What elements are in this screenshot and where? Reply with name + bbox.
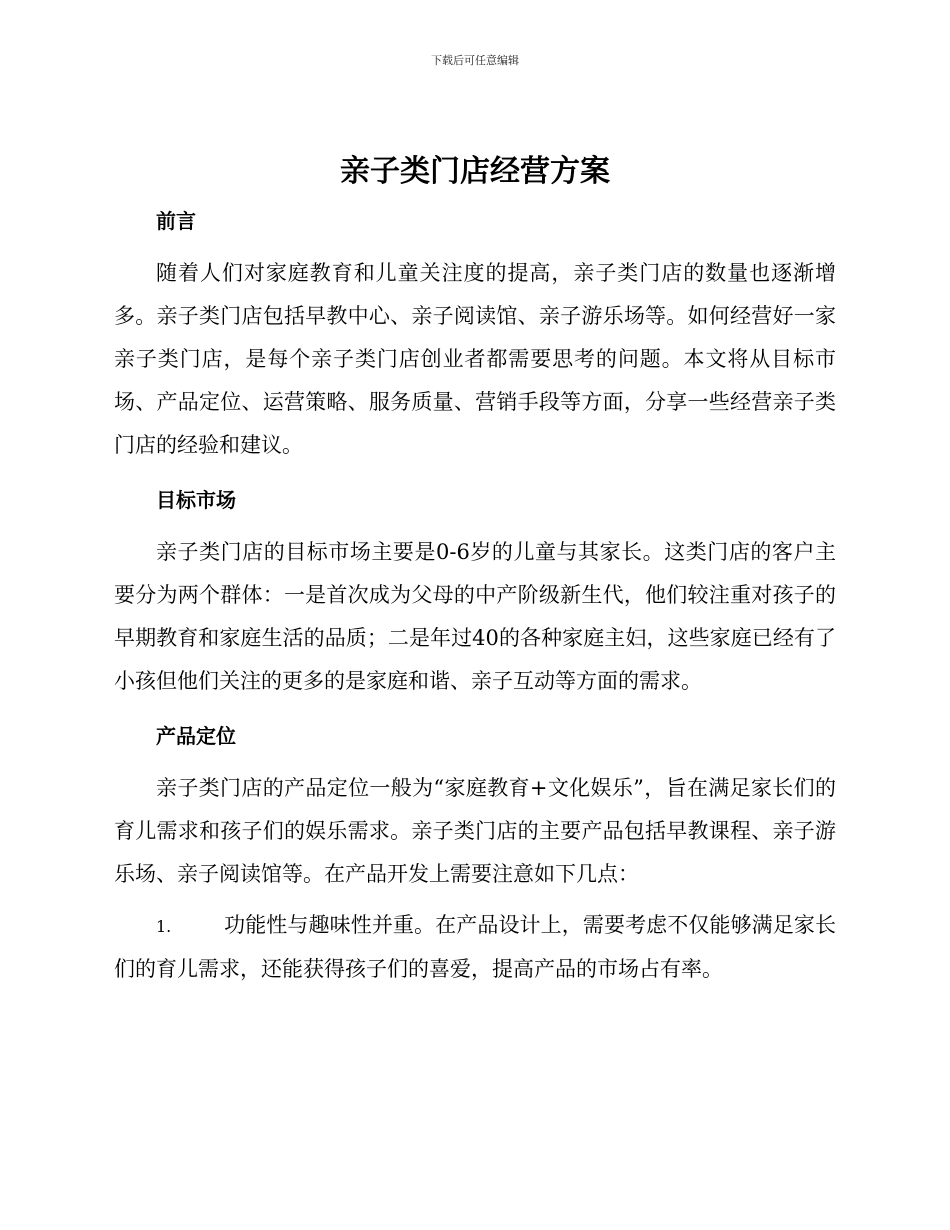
- list-item: [114, 904, 836, 991]
- section-heading-preface: 前言: [156, 209, 196, 233]
- list-item-text: 功能性与趣味性并重。在产品设计上，需要考虑不仅能够满足家长们的育儿需求，还能获得孩子们的喜爱，提高产品的市场占有率。: [114, 913, 836, 981]
- product-positioning-paragraph: 亲子类门店的产品定位一般为“家庭教育+文化娱乐”，旨在满足家长们的育儿需求和孩子们的娱乐需求。亲子类门店的主要产品包括早教课程、亲子游乐场、亲子阅读馆等。在产品开发上需要注意如下几点：: [114, 776, 836, 886]
- header-note: 下载后可任意编辑: [431, 54, 519, 67]
- document-title: 亲子类门店经营方案: [340, 154, 610, 189]
- document-body: [114, 198, 836, 991]
- section-heading-product-positioning: 产品定位: [156, 724, 236, 748]
- list-item-number: 1.: [156, 917, 172, 936]
- section-heading-target-market: 目标市场: [156, 488, 236, 512]
- target-market-paragraph: 亲子类门店的目标市场主要是0-6岁的儿童与其家长。这类门店的客户主要分为两个群体：一是首次成为父母的中产阶级新生代，他们较注重对孩子的早期教育和家庭生活的品质；二是年过40的各种家庭主妇，这些家庭已经有了小孩但他们关注的更多的是家庭和谐、亲子互动等方面的需求。: [114, 540, 836, 693]
- preface-paragraph: 随着人们对家庭教育和儿童关注度的提高，亲子类门店的数量也逐渐增多。亲子类门店包括早教中心、亲子阅读馆、亲子游乐场等。如何经营好一家亲子类门店，是每个亲子类门店创业者都需要思考的问题。本文将从目标市场、产品定位、运营策略、服务质量、营销手段等方面，分享一些经营亲子类门店的经验和建议。: [114, 261, 836, 457]
